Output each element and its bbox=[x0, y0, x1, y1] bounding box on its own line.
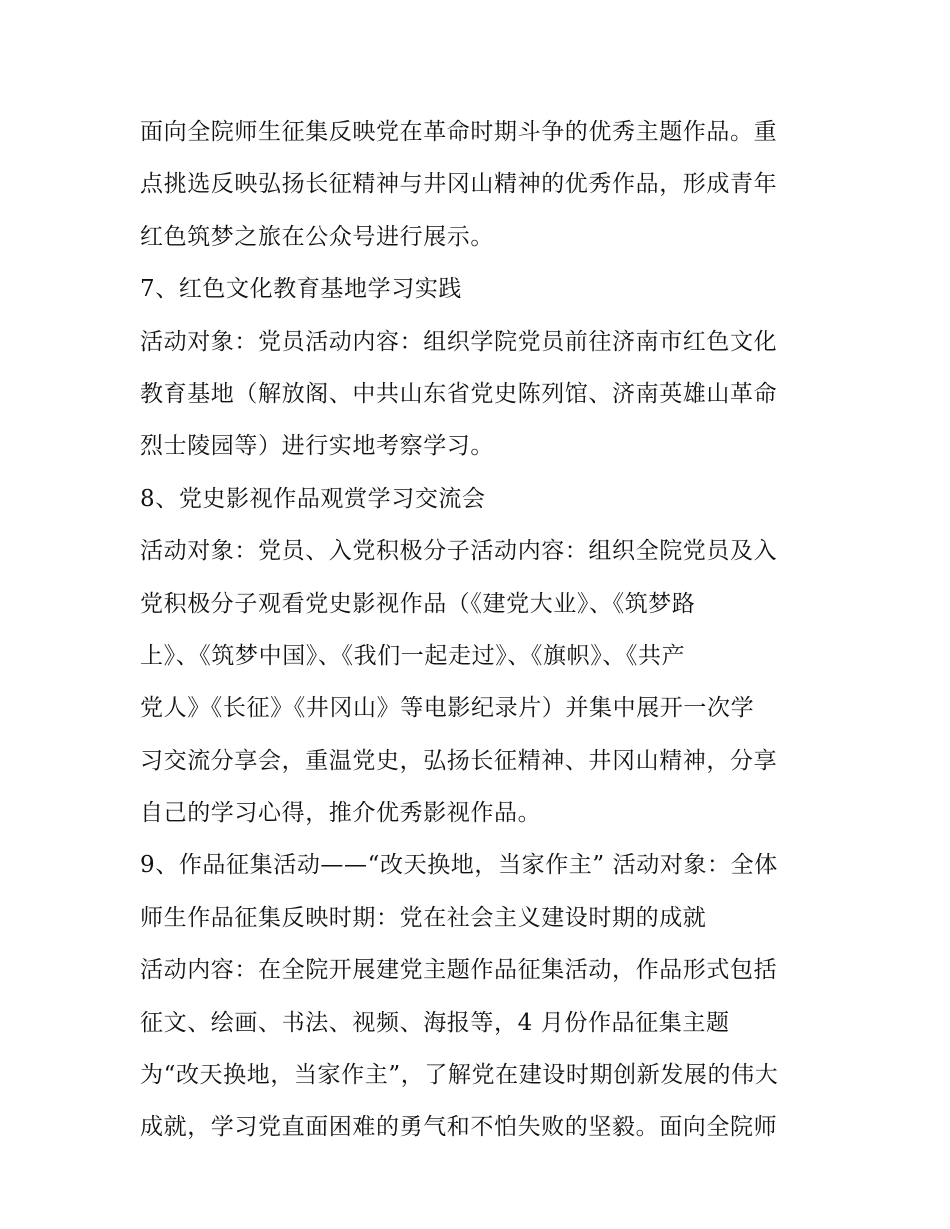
text-line-19: 为“改天换地，当家作主”，了解党在建设时期创新发展的伟大 bbox=[140, 1062, 779, 1089]
section-heading-7: 7、红色文化教育基地学习实践 bbox=[140, 276, 463, 303]
text-line-5: 活动对象：党员活动内容：组织学院党员前往济南市红色文化 bbox=[140, 328, 778, 355]
text-line-20: 成就，学习党直面困难的勇气和不怕失败的坚毅。面向全院师 bbox=[140, 1114, 778, 1141]
text-line-2: 点挑选反映弘扬长征精神与井冈山精神的优秀作品，形成青年 bbox=[140, 171, 778, 198]
text-line-7: 烈士陵园等）进行实地考察学习。 bbox=[140, 433, 494, 460]
document-body bbox=[140, 106, 820, 1154]
text-line-9: 活动对象：党员、入党积极分子活动内容：组织全院党员及入 bbox=[140, 538, 778, 565]
text-line-14: 自己的学习心得，推介优秀影视作品。 bbox=[140, 800, 542, 827]
text-line-13: 习交流分享会，重温党史，弘扬长征精神、井冈山精神，分享 bbox=[140, 747, 778, 774]
text-line-10: 党积极分子观看党史影视作品（《建党大业》、《筑梦路 bbox=[140, 590, 696, 617]
text-line-6: 教育基地（解放阁、中共山东省党史陈列馆、济南英雄山革命 bbox=[140, 380, 778, 407]
text-line-3: 红色筑梦之旅在公众号进行展示。 bbox=[140, 223, 494, 250]
text-line-17: 活动内容：在全院开展建党主题作品征集活动，作品形式包括 bbox=[140, 957, 778, 984]
text-line-1: 面向全院师生征集反映党在革命时期斗争的优秀主题作品。重 bbox=[140, 119, 778, 145]
section-heading-9: 9、作品征集活动——“改天换地，当家作主” 活动对象：全体 bbox=[140, 852, 778, 879]
section-heading-8: 8、党史影视作品观赏学习交流会 bbox=[140, 485, 486, 512]
text-line-12: 党人》《长征》《井冈山》等电影纪录片）并集中展开一次学 bbox=[140, 695, 755, 722]
text-line-16: 师生作品征集反映时期：党在社会主义建设时期的成就 bbox=[140, 904, 707, 931]
text-line-18: 征文、绘画、书法、视频、海报等，4 月份作品征集主题 bbox=[140, 1009, 730, 1036]
text-line-11: 上》、《筑梦中国》、《我们一起走过》、《旗帜》、《共产 bbox=[140, 642, 686, 669]
